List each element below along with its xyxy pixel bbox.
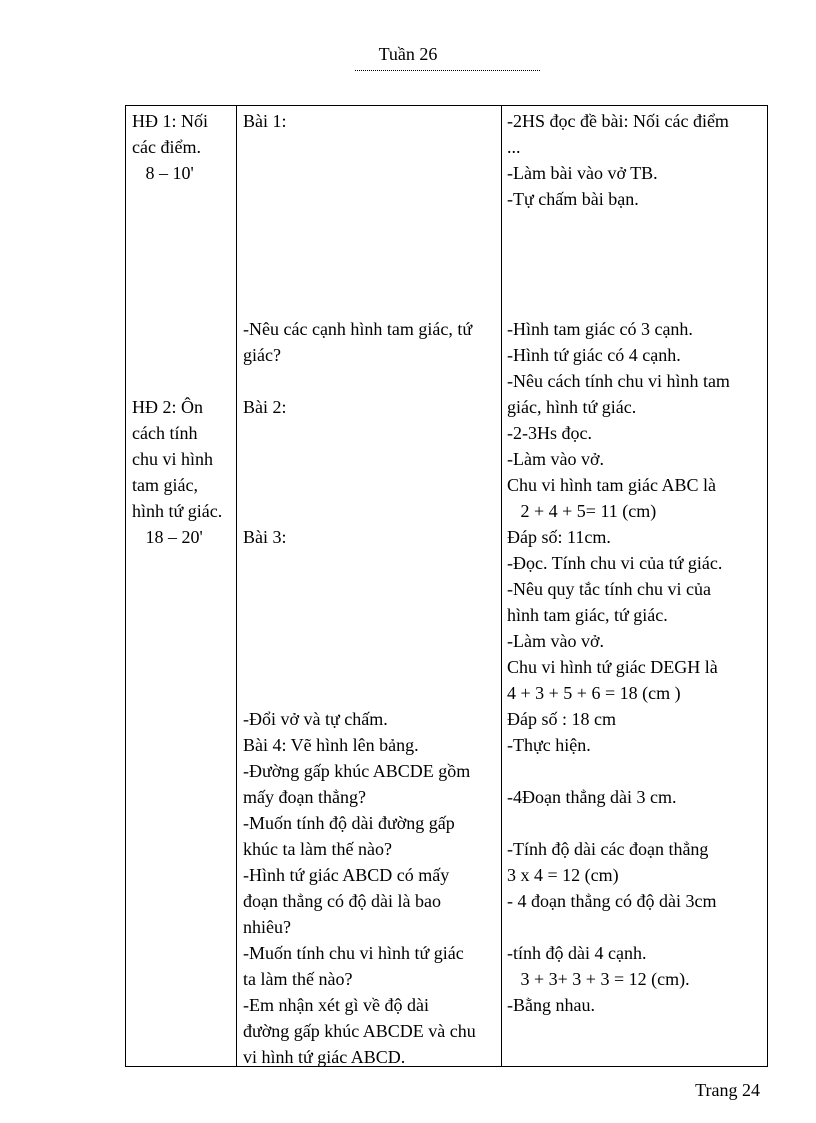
- col3-line: Chu vi hình tam giác ABC là: [507, 475, 716, 495]
- col3-line: 4 + 3 + 5 + 6 = 18 (cm ): [507, 683, 681, 703]
- col1-line: chu vi hình: [132, 449, 213, 469]
- col3-line: -Nêu quy tắc tính chu vi của: [507, 579, 711, 599]
- column-divider: [501, 106, 502, 1066]
- col1-line: HĐ 1: Nối: [132, 111, 208, 131]
- col3-line: -Nêu cách tính chu vi hình tam: [507, 371, 730, 391]
- col1-line: tam giác,: [132, 475, 198, 495]
- lesson-table: [125, 105, 768, 1067]
- col2-line: -Muốn tính chu vi hình tứ giác: [243, 943, 464, 963]
- col3-line: hình tam giác, tứ giác.: [507, 605, 668, 625]
- col1-line: 8 – 10': [132, 163, 194, 183]
- col1-line: cách tính: [132, 423, 198, 443]
- col2-line: -Đường gấp khúc ABCDE gồm: [243, 761, 471, 781]
- col3-line: -Làm bài vào vở TB.: [507, 163, 658, 183]
- col2-line: đoạn thẳng có độ dài là bao: [243, 891, 441, 911]
- col2-line: Bài 2:: [243, 397, 287, 417]
- col2-line: Bài 4: Vẽ hình lên bảng.: [243, 735, 419, 755]
- col3-line: -Tính độ dài các đoạn thẳng: [507, 839, 709, 859]
- title-underline: [355, 70, 540, 71]
- col1-line: các điểm.: [132, 137, 201, 157]
- col2-line: -Đổi vở và tự chấm.: [243, 709, 388, 729]
- col2-line: -Hình tứ giác ABCD có mấy: [243, 865, 450, 885]
- col3-line: -4Đoạn thẳng dài 3 cm.: [507, 787, 677, 807]
- col3-line: 3 + 3+ 3 + 3 = 12 (cm).: [507, 969, 690, 989]
- col3-line: -Hình tứ giác có 4 cạnh.: [507, 345, 681, 365]
- col2-line: nhiêu?: [243, 917, 291, 937]
- col3-line: ...: [507, 137, 521, 157]
- column-divider: [236, 106, 237, 1066]
- col3-line: -Tự chấm bài bạn.: [507, 189, 639, 209]
- col3-line: Đáp số: 11cm.: [507, 527, 611, 547]
- col2-line: khúc ta làm thế nào?: [243, 839, 392, 859]
- col3-line: - 4 đoạn thẳng có độ dài 3cm: [507, 891, 717, 911]
- page-number: Trang 24: [695, 1080, 760, 1100]
- col3-line: -Làm vào vở.: [507, 449, 604, 469]
- col2-line: giác?: [243, 345, 281, 365]
- col3-line: -2HS đọc đề bài: Nối các điểm: [507, 111, 729, 131]
- col2-line: vi hình tứ giác ABCD.: [243, 1047, 406, 1067]
- col3-line: giác, hình tứ giác.: [507, 397, 637, 417]
- col3-line: -tính độ dài 4 cạnh.: [507, 943, 647, 963]
- col3-line: -Bằng nhau.: [507, 995, 595, 1015]
- col3-line: -Đọc. Tính chu vi của tứ giác.: [507, 553, 723, 573]
- col1-line: 18 – 20': [132, 527, 203, 547]
- col3-line: Đáp số : 18 cm: [507, 709, 616, 729]
- col3-line: 3 x 4 = 12 (cm): [507, 865, 619, 885]
- col3-line: Chu vi hình tứ giác DEGH là: [507, 657, 718, 677]
- col3-line: -2-3Hs đọc.: [507, 423, 592, 443]
- col1-line: hình tứ giác.: [132, 501, 223, 521]
- col2-line: -Nêu các cạnh hình tam giác, tứ: [243, 319, 473, 339]
- col2-line: mấy đoạn thẳng?: [243, 787, 366, 807]
- col2-line: đường gấp khúc ABCDE và chu: [243, 1021, 476, 1041]
- col3-line: 2 + 4 + 5= 11 (cm): [507, 501, 657, 521]
- col3-line: -Làm vào vở.: [507, 631, 604, 651]
- col2-line: -Muốn tính độ dài đường gấp: [243, 813, 455, 833]
- col2-line: -Em nhận xét gì về độ dài: [243, 995, 429, 1015]
- col2-line: Bài 3:: [243, 527, 287, 547]
- col3-line: -Hình tam giác có 3 cạnh.: [507, 319, 693, 339]
- col1-line: HĐ 2: Ôn: [132, 397, 203, 417]
- col2-line: Bài 1:: [243, 111, 287, 131]
- page-title: Tuần 26: [378, 44, 438, 64]
- col3-line: -Thực hiện.: [507, 735, 591, 755]
- col2-line: ta làm thế nào?: [243, 969, 353, 989]
